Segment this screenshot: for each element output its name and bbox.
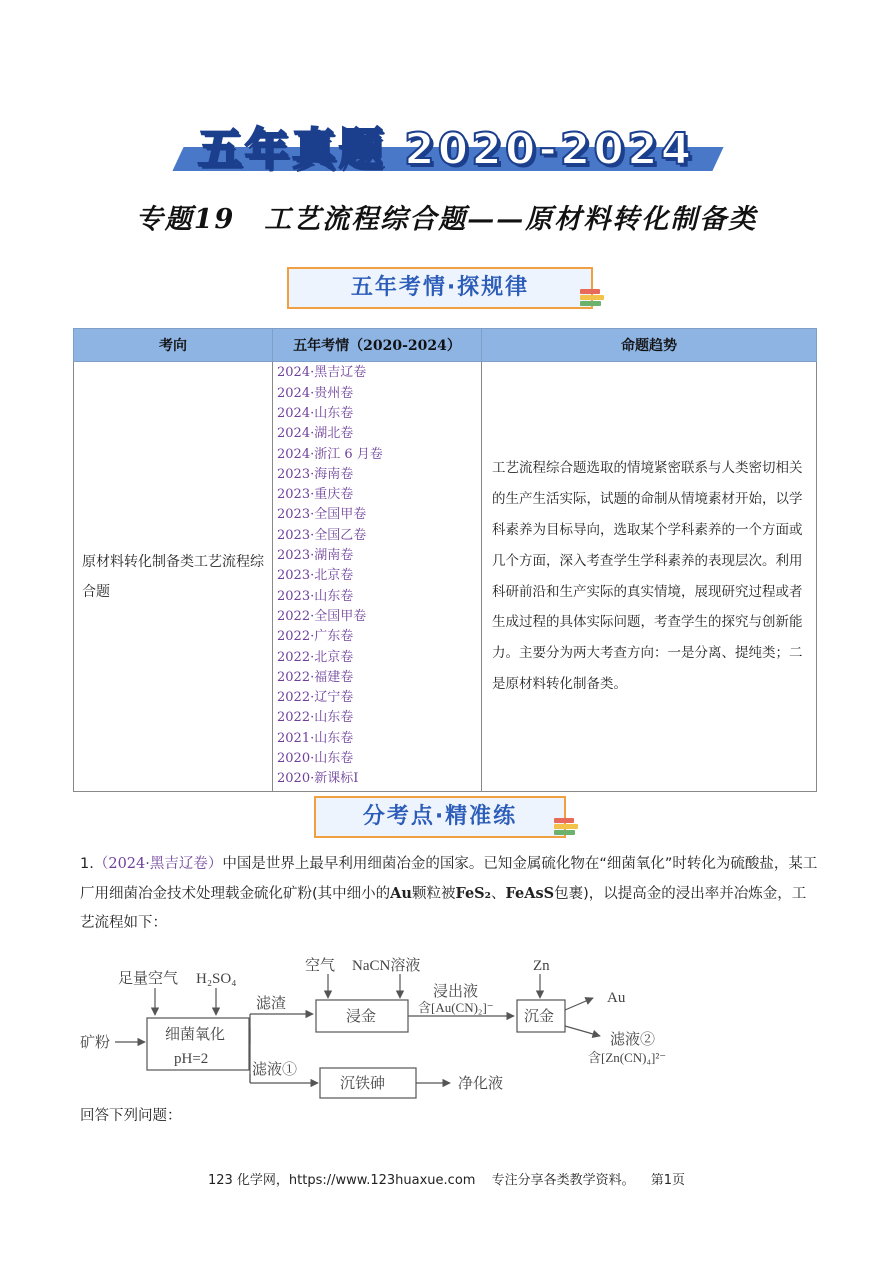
label-air: 空气: [305, 958, 336, 974]
label-au-product: Au: [607, 990, 626, 1006]
year-item: 2022·福建卷: [277, 669, 354, 685]
label-zn-cn-complex: 含[Zn(CN)₄]²⁻: [588, 1050, 667, 1065]
label-precipitate-gold: 沉金: [524, 1009, 555, 1025]
year-item: 2023·湖南卷: [277, 548, 354, 564]
year-item: 2020·山东卷: [277, 751, 354, 767]
years-cell: [273, 362, 482, 792]
topic-text: 原材料转化制备类工艺流程综合题: [82, 553, 264, 600]
label-bacterial-oxidation: 细菌氧化: [165, 1027, 226, 1043]
year-item: 2023·全国甲卷: [277, 507, 367, 523]
year-item: 2022·北京卷: [277, 649, 354, 665]
label-iron-arsenic: 沉铁砷: [340, 1076, 386, 1092]
column-header: 考向: [74, 329, 273, 362]
arrow-filtrate2: [565, 1026, 600, 1036]
process-flow-diagram: [70, 940, 710, 1100]
question-source: （2024·黑吉辽卷）: [93, 856, 223, 872]
footer-slogan: 专注分享各类教学资料。: [491, 1173, 635, 1188]
year-item: 2023·海南卷: [277, 466, 354, 482]
year-item: 2020·新课标I: [277, 771, 359, 787]
section-heading-practice: [314, 796, 566, 838]
year-item: 2023·山东卷: [277, 588, 354, 604]
year-item: 2024·浙江 6 月卷: [277, 446, 383, 462]
page-footer: [0, 1169, 893, 1188]
year-item: 2024·山东卷: [277, 405, 354, 421]
books-icon: [554, 818, 578, 836]
label-ore-powder: 矿粉: [80, 1035, 111, 1051]
section-heading-label: 分考点·精准练: [362, 804, 518, 829]
year-item: 2022·辽宁卷: [277, 690, 354, 706]
banner-title: 五年真题 2020-2024: [197, 124, 695, 175]
year-banner: [168, 113, 724, 175]
formula-feass: FeAsS: [505, 885, 555, 902]
label-leach-gold: 浸金: [346, 1009, 377, 1025]
question-text: 包裹)，以提高金的浸出率并冶炼金，工艺流程如下：: [80, 886, 807, 931]
label-nacn-solution: NaCN溶液: [352, 958, 421, 974]
question-text: 颗粒被: [411, 886, 456, 902]
year-item: 2024·湖北卷: [277, 426, 354, 442]
page-number: 第1页: [650, 1173, 686, 1188]
topic-cell: [74, 362, 273, 792]
label-au-cn-complex: 含[Au(CN)₂]⁻: [418, 1000, 494, 1015]
label-filtrate-2: 滤液②: [610, 1032, 656, 1048]
formula-au: Au: [390, 885, 412, 902]
trend-text: 工艺流程综合题选取的情境紧密联系与人类密切相关的生产生活实际，试题的命制从情境素材开始，以学科素养为目标导向，选取某个学科素养的一个方面或几个方面，深入考查学生学科素养的表现层次。利用科研前沿和生产实际的真实情境，展现研究过程或者生成过程的具体实际问题，考查学生的探究与创新能力。主要分为两大考查方向：一是分离、提纯类；二是原材料转化制备类。: [492, 460, 803, 692]
label-residue: 滤渣: [256, 996, 287, 1012]
question-separator: 、: [491, 886, 506, 902]
answer-prompt: 回答下列问题：: [80, 1108, 182, 1124]
label-zn: Zn: [533, 958, 550, 974]
section-heading-trends: [287, 267, 593, 309]
label-filtrate-1: 滤液①: [252, 1062, 298, 1078]
label-sulfuric-acid: H₂SO₄: [196, 971, 237, 987]
question-1: [80, 850, 820, 938]
label-excess-air: 足量空气: [118, 971, 179, 987]
label-ph: pH=2: [174, 1051, 209, 1067]
year-item: 2022·全国甲卷: [277, 608, 367, 624]
column-header: 五年考情（2020-2024）: [273, 329, 482, 362]
formula-fes2: FeS₂: [455, 885, 492, 902]
arrow-au-out: [565, 998, 593, 1010]
year-item: 2023·北京卷: [277, 568, 354, 584]
label-leachate: 浸出液: [433, 984, 479, 1000]
label-purified-solution: 净化液: [458, 1076, 504, 1092]
year-item: 2022·山东卷: [277, 710, 354, 726]
books-icon: [580, 289, 604, 307]
year-item: 2022·广东卷: [277, 629, 354, 645]
column-header: 命题趋势: [482, 329, 817, 362]
subject-title: 专题19 工艺流程综合题——原材料转化制备类: [135, 204, 758, 235]
year-item: 2024·黑吉辽卷: [277, 365, 367, 381]
exam-table: [73, 328, 817, 792]
trend-cell: [482, 362, 817, 792]
question-text: 中国是世界上最早利用细菌冶金的国家。已知金属硫化物在“细菌氧化”时转化为硫酸盐，某工厂用细菌冶金技术处理载金硫化矿粉(其中细小的: [80, 856, 818, 902]
year-item: 2024·贵州卷: [277, 385, 354, 401]
question-number: 1.: [80, 856, 94, 872]
section-heading-label: 五年考情·探规律: [350, 275, 530, 300]
footer-site[interactable]: 123 化学网，https://www.123huaxue.com: [207, 1173, 476, 1188]
year-item: 2021·山东卷: [277, 730, 354, 746]
year-item: 2023·重庆卷: [277, 487, 354, 503]
year-item: 2023·全国乙卷: [277, 527, 367, 543]
